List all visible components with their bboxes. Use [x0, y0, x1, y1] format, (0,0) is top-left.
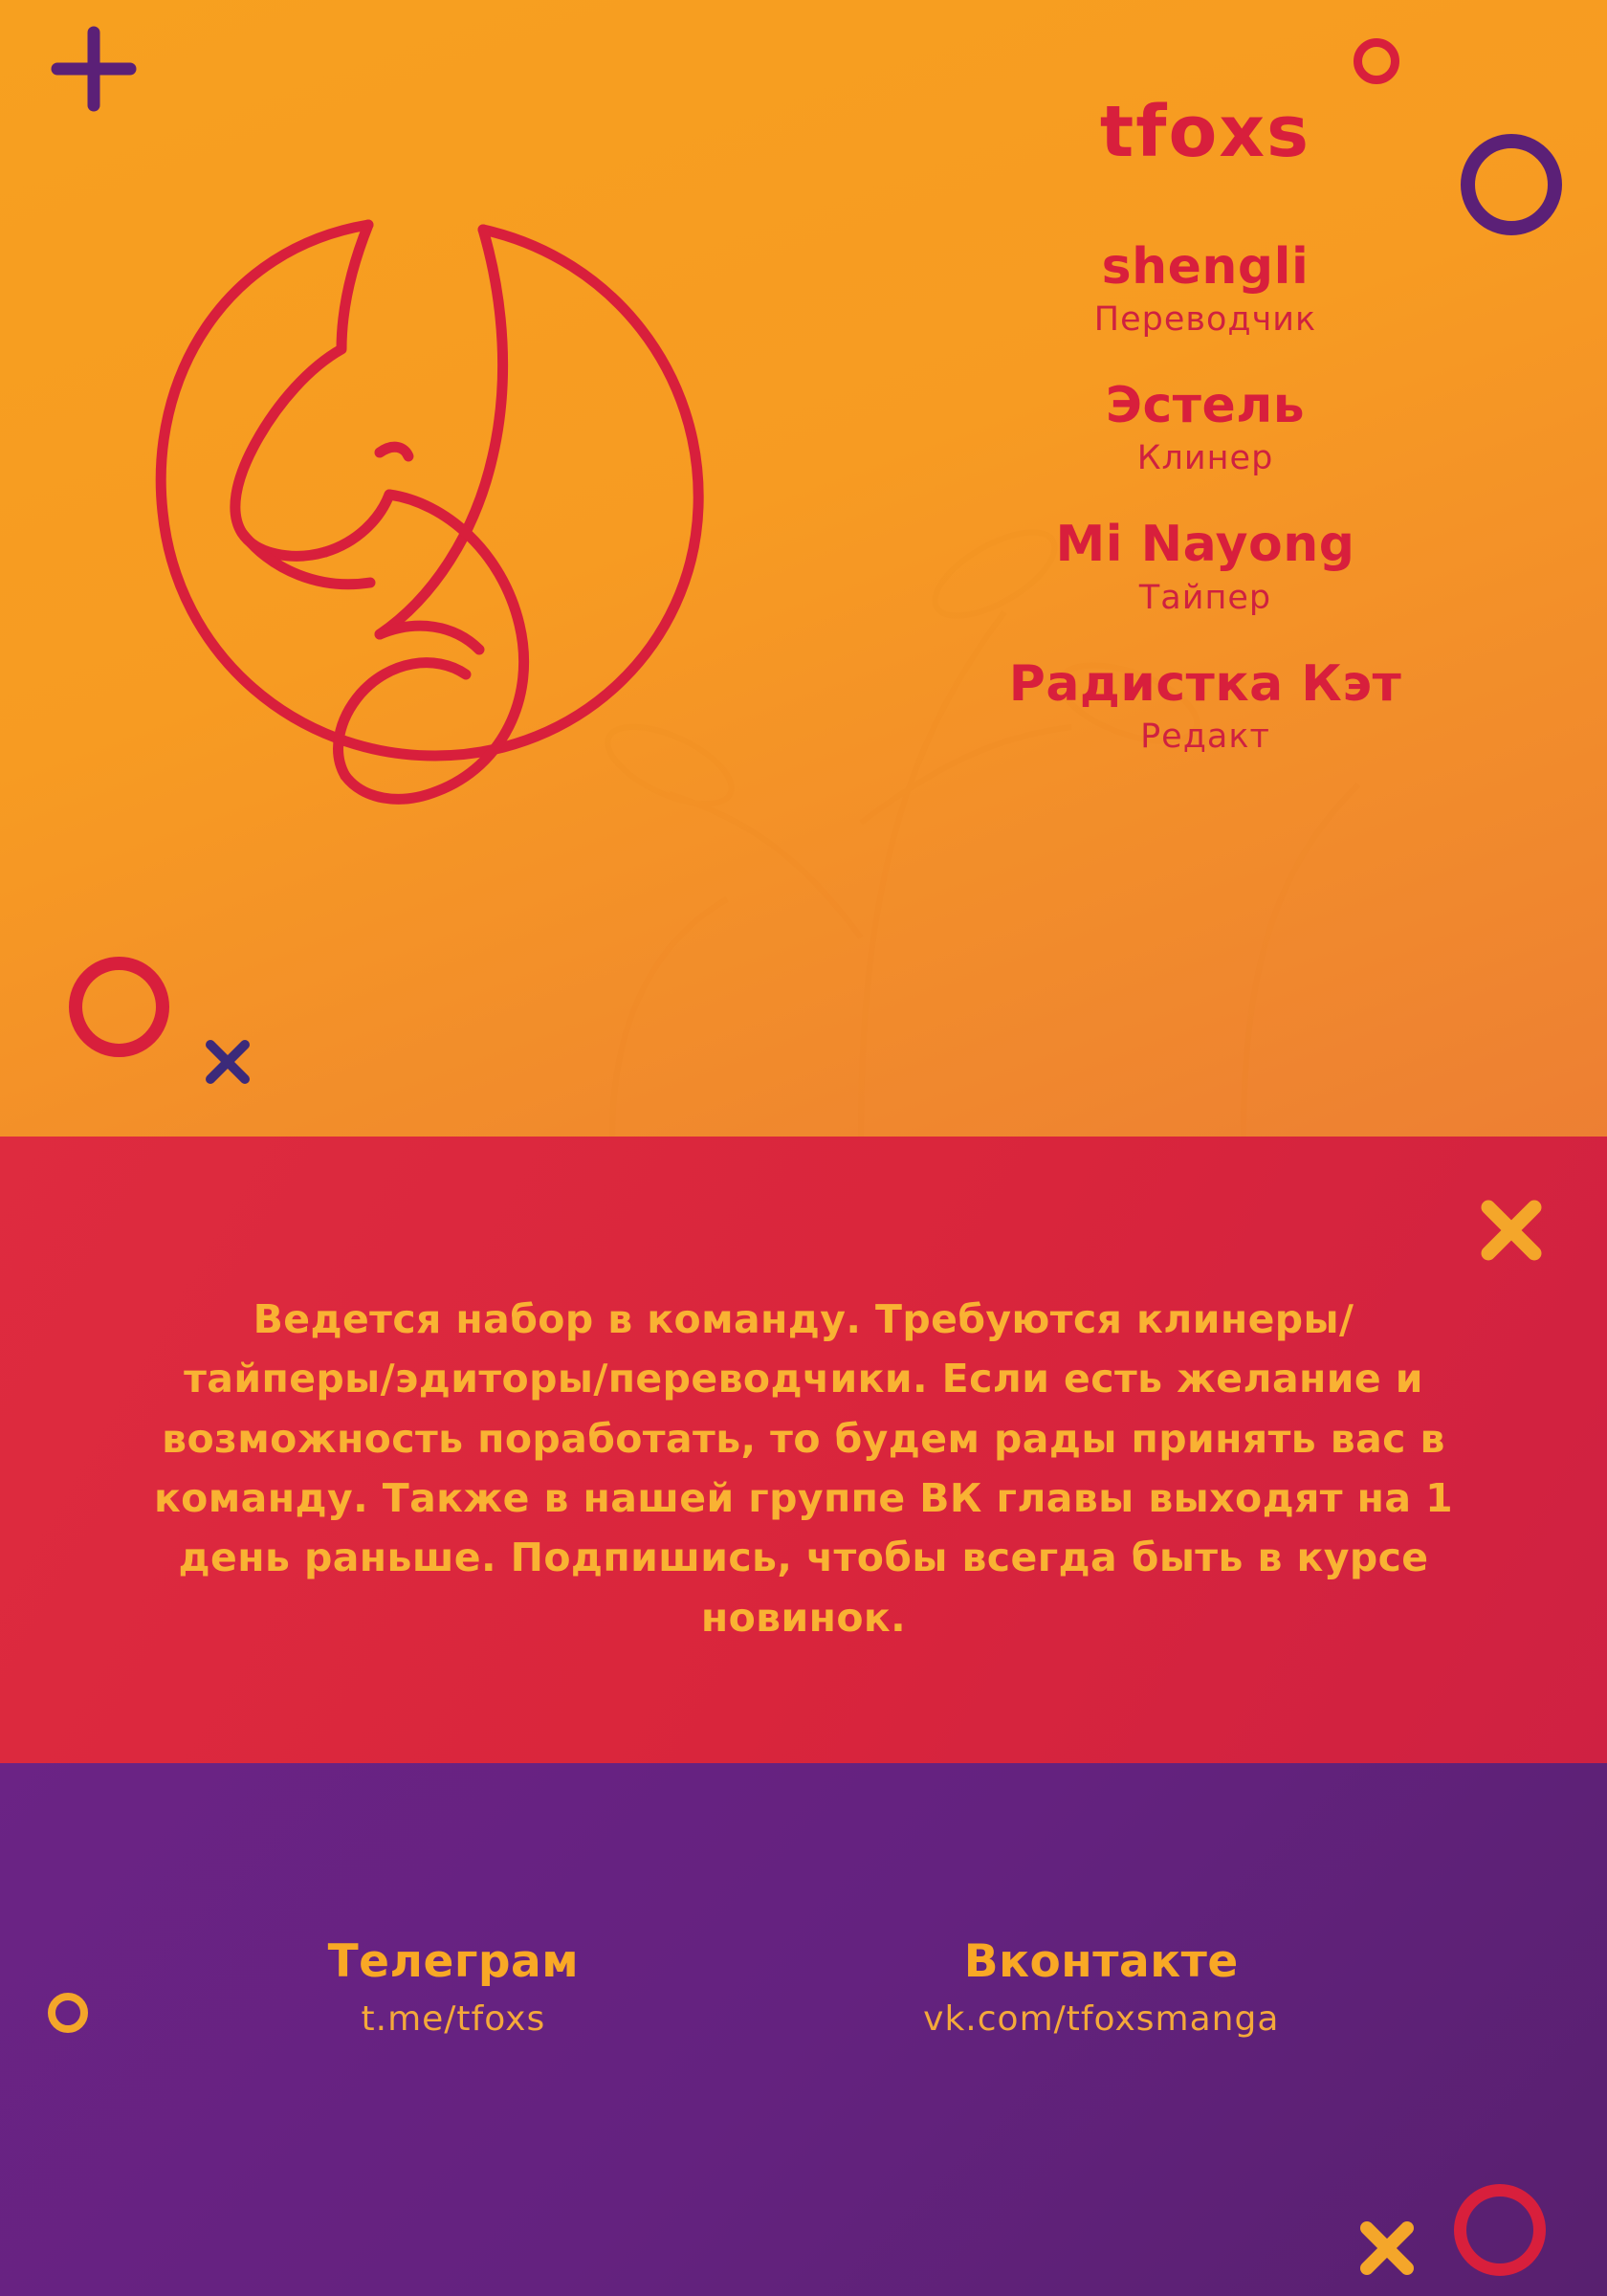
link-vk[interactable]	[923, 1935, 1279, 2039]
link-url[interactable]: t.me/tfoxs	[361, 1999, 546, 2039]
credit-name: Эстель	[1105, 377, 1306, 435]
recruitment-text: Ведется набор в команду. Требуются клинеры/тайперы/эдиторы/переводчики. Если есть желание и возможность поработать, то будем рады принять вас в команду. Также в нашей группе ВК главы выходят на 1 день раньше. Подпишись, чтобы всегда быть в курсе новинок.	[153, 1296, 1454, 1641]
credit-entry	[804, 379, 1607, 477]
x-icon	[199, 1033, 256, 1091]
link-url[interactable]: vk.com/tfoxsmanga	[923, 1999, 1280, 2039]
team-title: tfoxs	[1099, 91, 1311, 173]
credits-column	[804, 91, 1607, 796]
links-row	[0, 1935, 1607, 2039]
circle-outline-icon	[1354, 38, 1399, 84]
credit-entry	[804, 240, 1607, 339]
plus-icon	[46, 21, 142, 117]
credit-entry	[804, 654, 1607, 756]
credit-role: Переводчик	[1093, 300, 1317, 340]
credits-section	[0, 0, 1607, 1137]
link-title: Вконтакте	[963, 1935, 1239, 1988]
circle-outline-icon	[69, 957, 169, 1057]
credit-name: Радистка Кэт	[1008, 654, 1402, 713]
recruitment-section	[0, 1137, 1607, 1763]
credit-entry	[804, 518, 1607, 616]
credit-role: Редакт	[1140, 717, 1270, 756]
circle-outline-icon	[1454, 2184, 1546, 2276]
links-section	[0, 1763, 1607, 2296]
link-title: Телеграм	[327, 1935, 580, 1988]
fox-circle-logo-icon	[129, 196, 741, 847]
credit-name: shengli	[1101, 238, 1310, 296]
x-icon	[1473, 1192, 1550, 1269]
link-telegram[interactable]	[328, 1935, 580, 2039]
x-icon	[1354, 2215, 1420, 2282]
credit-name: Mi Nayong	[1055, 516, 1355, 574]
credit-role: Тайпер	[1138, 578, 1272, 617]
credit-role: Клинер	[1136, 439, 1274, 478]
